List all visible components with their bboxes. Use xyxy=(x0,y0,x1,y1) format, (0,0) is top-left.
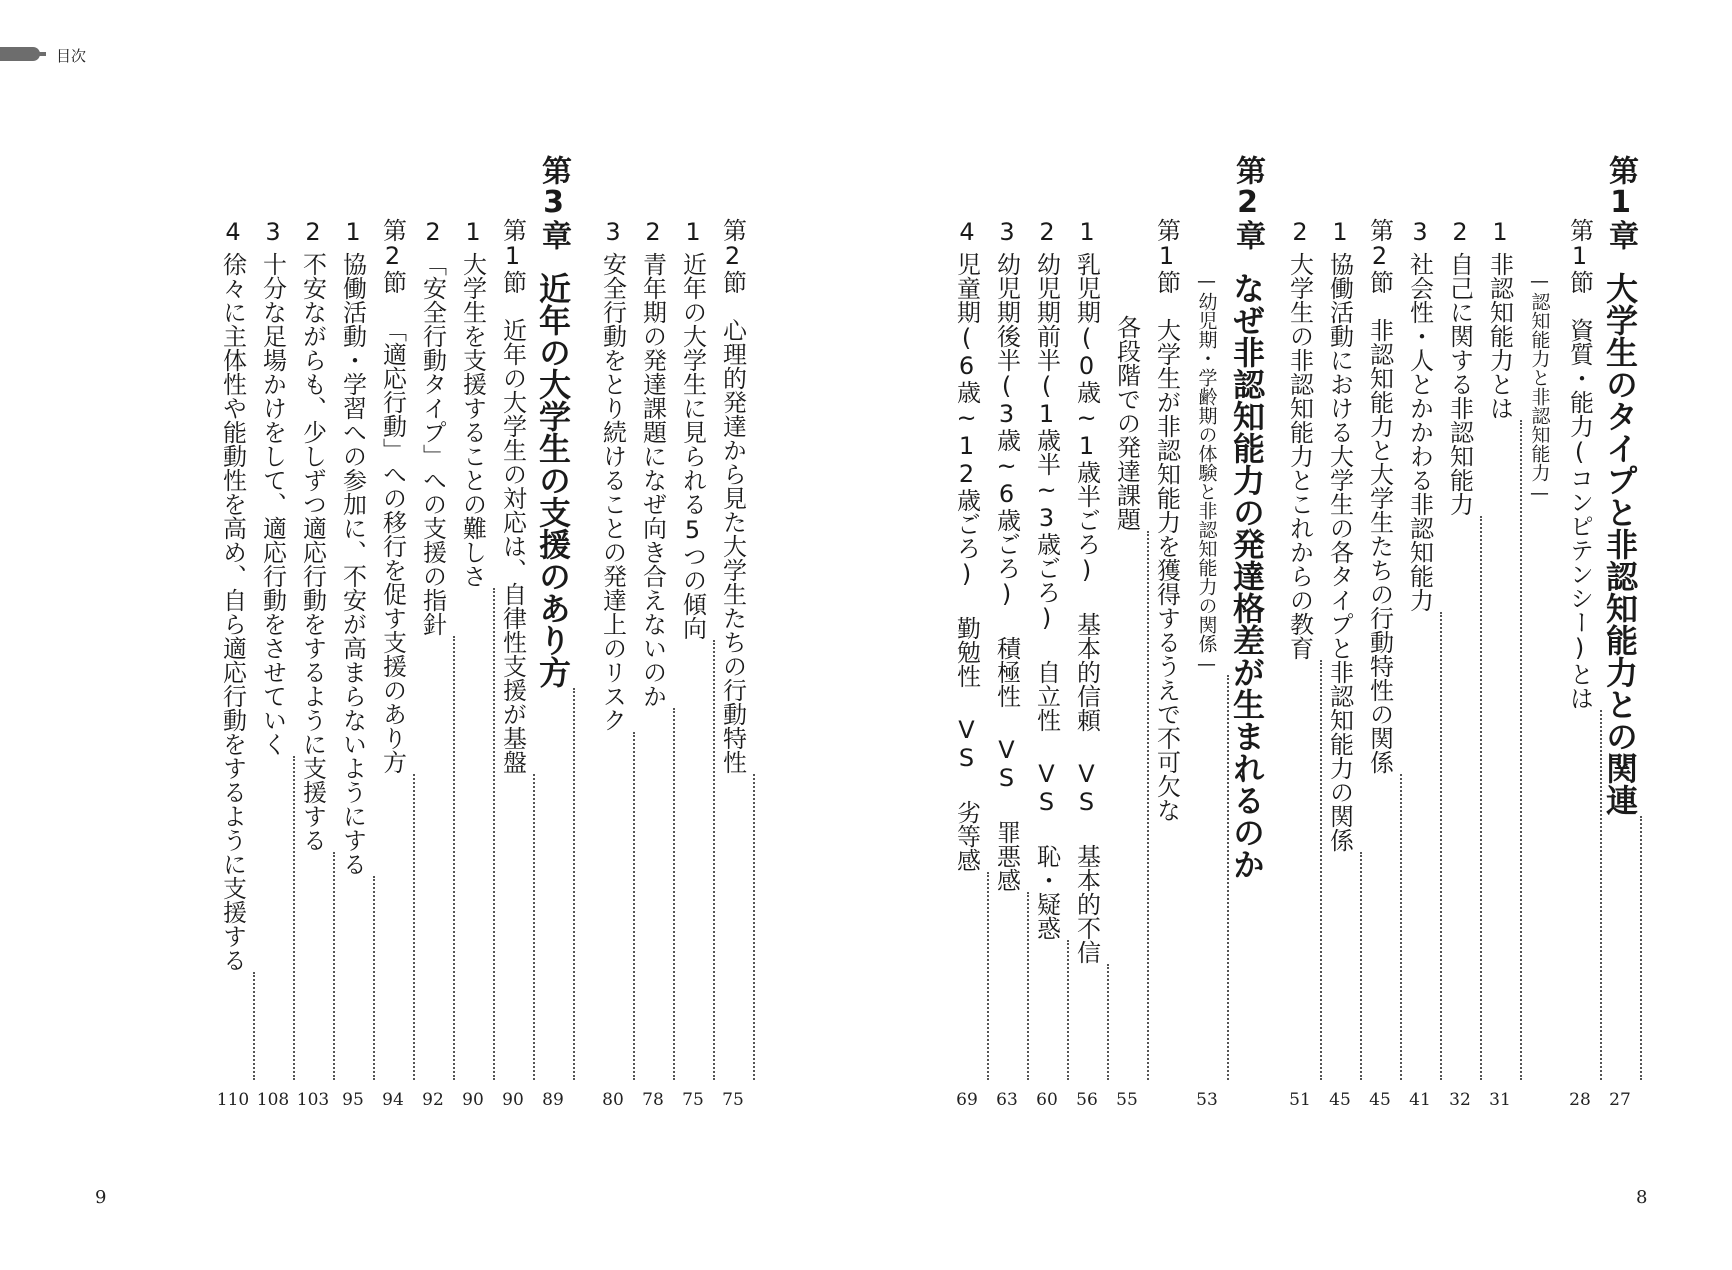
toc-item-number: 2 xyxy=(305,218,321,246)
toc-entry-title: 非認知能力とは xyxy=(1485,252,1514,420)
toc-item-number: 1 xyxy=(465,218,481,246)
toc-page-number: 32 xyxy=(1449,1090,1471,1110)
toc-entry-title: 安全行動をとり続けることの発達上のリスク xyxy=(598,252,627,732)
toc-item-number: 3 xyxy=(265,218,281,246)
toc-item-number: 3 xyxy=(605,218,621,246)
toc-page-number: 75 xyxy=(722,1090,744,1110)
toc-entry-label: 第1節 xyxy=(498,218,527,294)
toc-item-number: 1 xyxy=(1079,218,1095,246)
toc-dot-leader xyxy=(1358,774,1402,1080)
toc-dot-leader xyxy=(671,640,715,1080)
toc-item-number: 2 xyxy=(425,218,441,246)
toc-entry-title: 各段階での発達課題 xyxy=(1112,315,1141,531)
toc-page-number: 95 xyxy=(342,1090,364,1110)
toc-item-number: 4 xyxy=(225,218,241,246)
toc-page-number: 90 xyxy=(462,1090,484,1110)
header-tab-tip xyxy=(38,52,46,56)
toc-item-number: 3 xyxy=(999,218,1015,246)
toc-entry-sub[interactable] xyxy=(1518,0,1562,1100)
toc-entry-title: 幼児期後半(3歳~6歳ごろ) 積極性 VS 罪悪感 xyxy=(992,252,1021,892)
toc-entry-title: なぜ非認知能力の発達格差が生まれるのか xyxy=(1228,272,1266,880)
toc-entry-title: 大学生を支援することの難しさ xyxy=(458,252,487,588)
toc-page-number: 90 xyxy=(502,1090,524,1110)
toc-entry-title: 近年の大学生に見られる5つの傾向 xyxy=(678,252,707,640)
toc-entry-label: 第2節 xyxy=(378,218,407,294)
toc-entry-label: 第2章 xyxy=(1230,155,1265,250)
toc-dot-leader xyxy=(711,774,755,1080)
toc-page-number: 110 xyxy=(216,1090,250,1110)
toc-item-number: 2 xyxy=(645,218,661,246)
toc-page-number: 60 xyxy=(1036,1090,1058,1110)
toc-page-number: 56 xyxy=(1076,1090,1098,1110)
toc-entry-item[interactable] xyxy=(291,0,335,1110)
toc-dot-leader xyxy=(1598,816,1642,1080)
toc-entry-title: 近年の大学生の支援のあり方 xyxy=(534,272,572,688)
toc-entry-label: 第3章 xyxy=(536,155,571,250)
toc-entry-section[interactable] xyxy=(1358,0,1402,1110)
toc-page-number: 69 xyxy=(956,1090,978,1110)
toc-entry-title: 児童期(6歳~12歳ごろ) 勤勉性 VS 劣等感 xyxy=(952,252,981,872)
header-tab-marker xyxy=(0,47,40,61)
toc-dot-leader xyxy=(491,774,535,1080)
toc-entry-title: 徐々に主体性や能動性を高め、自ら適応行動をするように支援する xyxy=(218,252,247,972)
toc-entry-title: 大学生が非認知能力を獲得するうえで不可欠な xyxy=(1152,318,1181,822)
toc-item-number: 3 xyxy=(1412,218,1428,246)
toc-dot-leader xyxy=(291,852,335,1080)
toc-dot-leader xyxy=(945,872,989,1080)
toc-page-number: 94 xyxy=(382,1090,404,1110)
toc-page-number: 92 xyxy=(422,1090,444,1110)
toc-page-number: 80 xyxy=(602,1090,624,1110)
toc-dot-leader xyxy=(1065,964,1109,1080)
toc-item-number: 4 xyxy=(959,218,975,246)
toc-dot-leader xyxy=(451,588,495,1080)
toc-entry-item[interactable] xyxy=(631,0,675,1110)
toc-dot-leader xyxy=(591,732,635,1080)
toc-page-number: 31 xyxy=(1489,1090,1511,1110)
toc-entry-title: 協働活動における大学生の各タイプと非認知能力の関係 xyxy=(1325,252,1354,852)
toc-dot-leader xyxy=(1185,675,1229,1080)
toc-entry-title: 大学生のタイプと非認知能力との関連 xyxy=(1601,272,1639,816)
toc-dot-leader xyxy=(631,708,675,1080)
toc-page-number: 75 xyxy=(682,1090,704,1110)
running-header-title: 目次 xyxy=(56,47,87,65)
toc-dot-leader xyxy=(371,774,415,1080)
toc-entry-item[interactable] xyxy=(591,0,635,1110)
toc-entry-title: —幼児期・学齢期の体験と非認知能力の関係— xyxy=(1195,270,1218,675)
toc-entry-item[interactable] xyxy=(985,0,1029,1110)
toc-item-number: 1 xyxy=(1332,218,1348,246)
toc-item-number: 1 xyxy=(1492,218,1508,246)
toc-page-number: 55 xyxy=(1116,1090,1138,1110)
toc-dot-leader xyxy=(1398,612,1442,1080)
toc-entry-label: 第2節 xyxy=(718,218,747,294)
toc-entry-sub[interactable] xyxy=(1185,0,1229,1110)
toc-entry-title: 心理的発達から見た大学生たちの行動特性 xyxy=(718,318,747,774)
page-number-right: 8 xyxy=(1636,1187,1648,1208)
toc-entry-chapter[interactable] xyxy=(531,0,575,1110)
toc-entry-title: 「適応行動」への移行を促す支援のあり方 xyxy=(378,318,407,774)
toc-entry-item[interactable] xyxy=(1438,0,1482,1110)
toc-page-number: 28 xyxy=(1569,1090,1591,1110)
toc-entry-label: 第1節 xyxy=(1152,218,1181,294)
toc-page-number: 45 xyxy=(1329,1090,1351,1110)
toc-entry-item[interactable] xyxy=(451,0,495,1110)
toc-entry-title: 十分な足場かけをして、適応行動をさせていく xyxy=(258,252,287,756)
toc-entry-title: 資質・能力(コンピテンシー)とは xyxy=(1565,318,1594,710)
toc-entry-item[interactable] xyxy=(1025,0,1069,1110)
toc-entry-chapter[interactable] xyxy=(1225,0,1269,1100)
toc-item-number: 2 xyxy=(1039,218,1055,246)
toc-dot-leader xyxy=(1278,660,1322,1080)
toc-entry-item[interactable] xyxy=(251,0,295,1110)
toc-dot-leader xyxy=(1478,420,1522,1080)
toc-page-number: 27 xyxy=(1609,1090,1631,1110)
toc-entry-item[interactable] xyxy=(411,0,455,1110)
toc-item-number: 1 xyxy=(685,218,701,246)
toc-dot-leader xyxy=(1318,852,1362,1080)
toc-entry-item[interactable] xyxy=(211,0,255,1110)
page-number-left: 9 xyxy=(95,1187,107,1208)
toc-item-number: 2 xyxy=(1292,218,1308,246)
toc-entry-item[interactable] xyxy=(1065,0,1109,1110)
toc-entry-title: 幼児期前半(1歳半~3歳ごろ) 自立性 VS 恥・疑惑 xyxy=(1032,252,1061,940)
toc-entry-section[interactable] xyxy=(1145,0,1189,1100)
toc-page-number: 41 xyxy=(1409,1090,1431,1110)
toc-page-number: 103 xyxy=(296,1090,330,1110)
toc-dot-leader xyxy=(1558,710,1602,1080)
toc-entry-title: 大学生の非認知能力とこれからの教育 xyxy=(1285,252,1314,660)
toc-dot-leader xyxy=(531,688,575,1080)
toc-page-number: 45 xyxy=(1369,1090,1391,1110)
toc-dot-leader xyxy=(1105,531,1149,1080)
toc-entry-title: —認知能力と非認知能力— xyxy=(1528,270,1551,504)
toc-entry-section[interactable] xyxy=(491,0,535,1110)
toc-entry-item[interactable] xyxy=(331,0,375,1110)
toc-dot-leader xyxy=(1025,940,1069,1080)
toc-entry-item[interactable] xyxy=(671,0,715,1110)
toc-page-number: 63 xyxy=(996,1090,1018,1110)
toc-entry-label: 第1章 xyxy=(1603,155,1638,250)
toc-entry-item[interactable] xyxy=(1278,0,1322,1110)
toc-entry-title: 乳児期(0歳~1歳半ごろ) 基本的信頼 VS 基本的不信 xyxy=(1072,252,1101,964)
toc-entry-item[interactable] xyxy=(1318,0,1362,1110)
toc-entry-section[interactable] xyxy=(371,0,415,1110)
toc-entry-title: 協働活動・学習への参加に、不安が高まらないようにする xyxy=(338,252,367,876)
toc-dot-leader xyxy=(985,892,1029,1080)
toc-entry-title: 近年の大学生の対応は、自律性支援が基盤 xyxy=(498,318,527,774)
toc-dot-leader xyxy=(211,972,255,1080)
toc-page-number: 108 xyxy=(256,1090,290,1110)
toc-entry-chapter[interactable] xyxy=(1598,0,1642,1110)
toc-entry-item[interactable] xyxy=(945,0,989,1110)
toc-page-number: 78 xyxy=(642,1090,664,1110)
toc-entry-title: 不安ながらも、少しずつ適応行動をするように支援する xyxy=(298,252,327,852)
toc-entry-item[interactable] xyxy=(1398,0,1442,1110)
toc-dot-leader xyxy=(1438,516,1482,1080)
toc-entry-item[interactable] xyxy=(1478,0,1522,1110)
toc-entry-title: 青年期の発達課題になぜ向き合えないのか xyxy=(638,252,667,708)
toc-entry-label: 第2節 xyxy=(1365,218,1394,294)
toc-entry-section[interactable] xyxy=(1558,0,1602,1110)
toc-item-number: 1 xyxy=(345,218,361,246)
toc-page-number: 89 xyxy=(542,1090,564,1110)
toc-entry-title: 社会性・人とかかわる非認知能力 xyxy=(1405,252,1434,612)
toc-entry-title: 自己に関する非認知能力 xyxy=(1445,252,1474,516)
toc-entry-title: 非認知能力と大学生たちの行動特性の関係 xyxy=(1365,318,1394,774)
toc-entry-section[interactable] xyxy=(711,0,755,1110)
toc-item-number: 2 xyxy=(1452,218,1468,246)
toc-entry-title: 「安全行動タイプ」への支援の指針 xyxy=(418,252,447,636)
toc-page-number: 51 xyxy=(1289,1090,1311,1110)
toc-entry-label: 第1節 xyxy=(1565,218,1594,294)
toc-dot-leader xyxy=(331,876,375,1080)
toc-dot-leader xyxy=(251,756,295,1080)
toc-dot-leader xyxy=(411,636,455,1080)
toc-page-number: 53 xyxy=(1196,1090,1218,1110)
toc-entry-cont[interactable] xyxy=(1105,0,1149,1110)
